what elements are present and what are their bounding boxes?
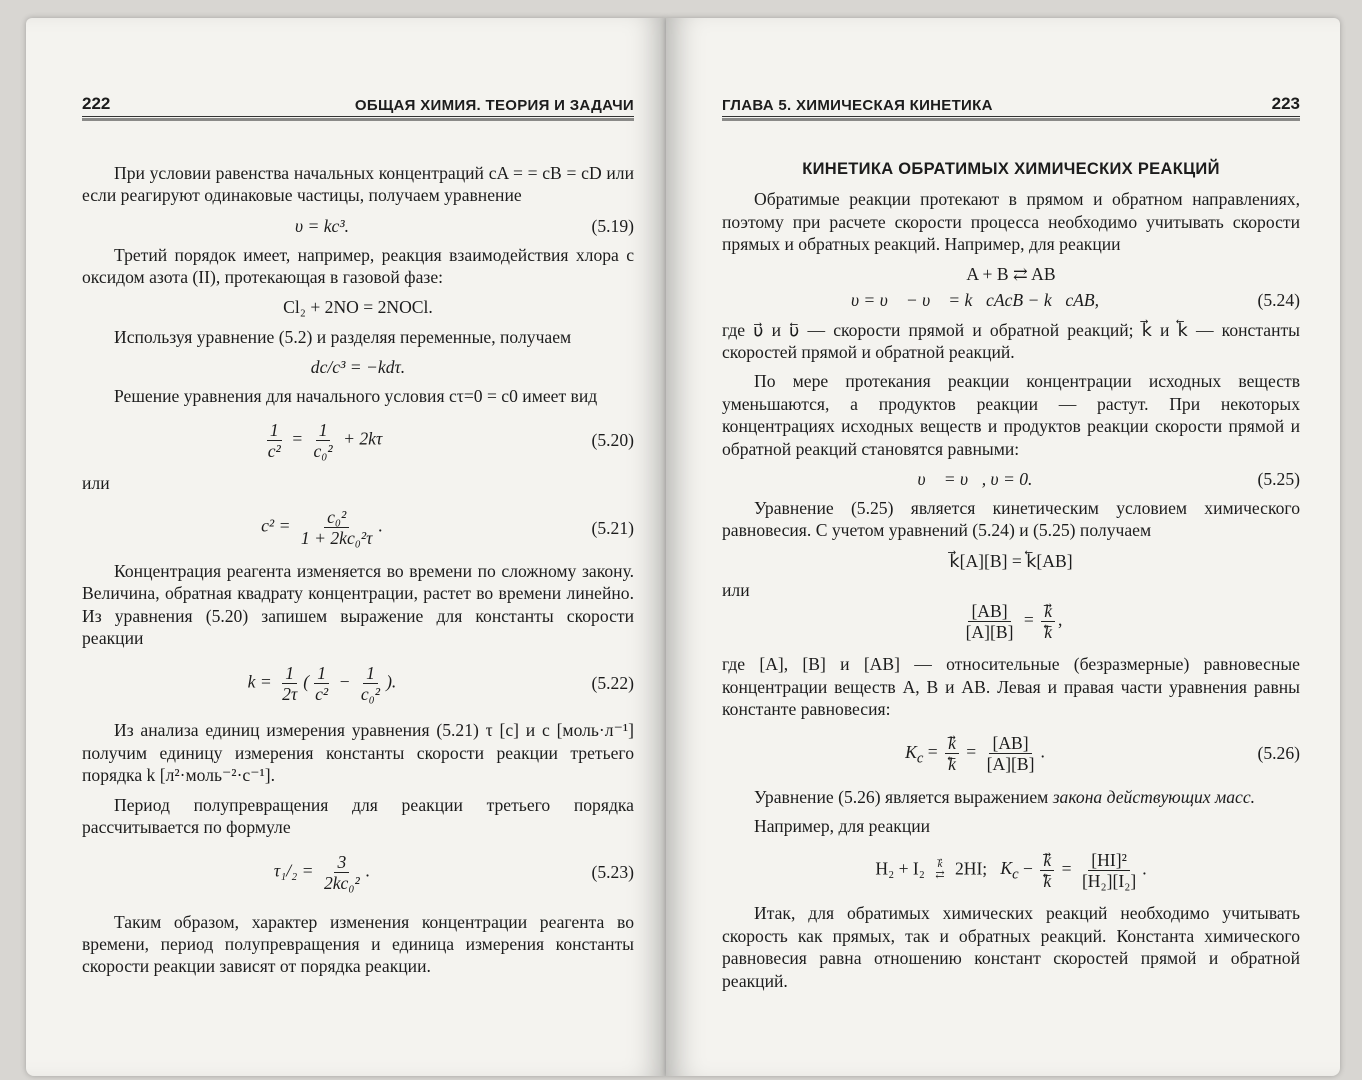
equation-hi-formula: H₂ + I₂ k ⇄ 2HI; $K_c$ − $\frac{k}{k}$ = $\frac{\text{[HI]²}}{\text{[H₂][I₂]}}$ . bbox=[875, 849, 1147, 891]
right-paragraph-2: где υ⃗ и υ⃖ — скорости прямой и обратной реакций; k⃗ и k⃖ — константы скоростей прямой и обратной реакций. bbox=[722, 319, 1300, 363]
equation-5-19-formula: υ = kc³. bbox=[294, 215, 350, 236]
right-running-title: ГЛАВА 5. ХИМИЧЕСКАЯ КИНЕТИКА bbox=[722, 97, 993, 114]
left-paragraph-5: Концентрация реагента изменяется во времени по сложному закону. Величина, обратная квадрату концентрации, растет во времени линейно. Из уравнения (5.20) запишем выражение для константы скорости реакции bbox=[82, 560, 634, 649]
left-page-header bbox=[82, 88, 634, 114]
equation-5-21-number: (5.21) bbox=[591, 517, 634, 538]
equation-hi bbox=[722, 844, 1300, 896]
equation-5-21 bbox=[82, 502, 634, 554]
left-page bbox=[26, 18, 666, 1076]
equation-5-22-number: (5.22) bbox=[591, 673, 634, 694]
right-paragraph-6-text: Уравнение (5.26) является выражением bbox=[754, 786, 1053, 807]
right-paragraph-4: Уравнение (5.25) является кинетическим условием химического равновесия. С учетом уравнений (5.24) и (5.25) получаем bbox=[722, 498, 1300, 541]
equation-ab-formula: A + B ⇄ AB bbox=[966, 264, 1056, 285]
equation-dc bbox=[82, 355, 634, 379]
right-page bbox=[666, 18, 1340, 1076]
section-title: КИНЕТИКА ОБРАТИМЫХ ХИМИЧЕСКИХ РЕАКЦИЙ bbox=[802, 160, 1220, 178]
right-paragraph-3: По мере протекания реакции концентрации исходных веществ уменьшаются, а продуктов реакции — растут. При некоторых концентрациях исходных веществ и продуктов реакции скорости прямой и обратной реакций становятся равными: bbox=[722, 371, 1300, 459]
equation-equilibrium bbox=[722, 549, 1300, 573]
equation-equilibrium-formula: k⃗[A][B] = k⃖[AB] bbox=[949, 550, 1073, 571]
left-header-rule bbox=[82, 116, 634, 121]
right-page-number: 223 bbox=[1271, 94, 1300, 113]
right-paragraph-5: где [A], [B] и [AB] — относительные (безразмерные) равновесные концентрации веществ A, B и AB. Левая и правая части уравнения равны константе равновесия: bbox=[722, 654, 1300, 720]
left-page-number: 222 bbox=[82, 94, 111, 113]
equation-5-25 bbox=[722, 467, 1300, 491]
equation-5-24-formula: υ = υ⃗ − υ⃖ = k⃗cAcB − k⃖cAB, bbox=[850, 290, 1100, 311]
equation-chlorine-formula: Cl₂ + 2NO = 2NOCl. bbox=[283, 297, 433, 318]
left-paragraph-4: Решение уравнения для начального условия cτ=0 = c0 имеет вид bbox=[114, 386, 598, 407]
equation-5-24-number: (5.24) bbox=[1257, 290, 1300, 311]
equation-5-26-number: (5.26) bbox=[1257, 743, 1300, 764]
left-paragraph-1: При условии равенства начальных концентраций cA = = cB = cD или если реагируют одинаковые частицы, получаем уравнение bbox=[82, 163, 634, 206]
equation-5-22 bbox=[82, 657, 634, 709]
equation-5-22-formula: k = $\frac{1}{2\tau}$ ( $\frac{1}{\text{c²}}$ − $\frac{1}{\text{c₀²}}$ ). bbox=[247, 662, 397, 704]
left-page-body bbox=[82, 162, 634, 985]
equation-5-20-number: (5.20) bbox=[591, 430, 634, 451]
left-paragraph-6: Из анализа единиц измерения уравнения (5.21) τ [с] и c [моль·л⁻¹] получим единицу измерения константы скорости реакции третьего порядка k [л²·моль⁻²·с⁻¹]. bbox=[82, 720, 634, 786]
equation-chlorine bbox=[82, 296, 634, 320]
equation-5-23-formula: τ₁/₂ = $\frac{3}{\text{2kc₀²}}$ . bbox=[273, 852, 371, 893]
equation-5-21-formula: c² = $\frac{\text{c₀²}}{\text{1 + 2kc₀²τ}}$ . bbox=[261, 507, 383, 549]
equation-5-20 bbox=[82, 414, 634, 466]
right-page-header bbox=[722, 88, 1300, 114]
equation-5-25-number: (5.25) bbox=[1257, 468, 1300, 489]
left-running-title: ОБЩАЯ ХИМИЯ. ТЕОРИЯ И ЗАДАЧИ bbox=[354, 97, 634, 114]
left-paragraph-8: Таким образом, характер изменения концентрации реагента во времени, период полупревращения и единица измерения константы скорости реакции зависят от порядка реакции. bbox=[82, 911, 634, 977]
equation-5-24 bbox=[722, 289, 1300, 313]
left-paragraph-7: Период полупревращения для реакции третьего порядка рассчитывается по формуле bbox=[82, 794, 634, 838]
right-or-word: или bbox=[722, 579, 750, 600]
equation-5-19 bbox=[82, 214, 634, 238]
equation-ratio bbox=[722, 595, 1300, 647]
equation-5-26 bbox=[722, 728, 1300, 780]
right-paragraph-7: Например, для реакции bbox=[754, 815, 931, 836]
right-paragraph-1: Обратимые реакции протекают в прямом и обратном направлениях, поэтому при расчете скорости процесса необходимо учитывать скорости прямых и обратных реакций. Например, для реакции bbox=[722, 189, 1300, 255]
equation-5-25-formula: υ⃗ = υ⃖, υ = 0. bbox=[917, 468, 1033, 489]
right-paragraph-6 bbox=[722, 786, 1300, 808]
left-paragraph-3: Используя уравнение (5.2) и разделяя переменные, получаем bbox=[114, 326, 572, 347]
right-header-rule bbox=[722, 116, 1300, 121]
right-paragraph-8: Итак, для обратимых химических реакций необходимо учитывать скорость как прямых, так и обратных реакций. Константа химического равновесия равна отношению констант скоростей прямой и обратной реакций. bbox=[722, 903, 1300, 991]
equation-5-23 bbox=[82, 847, 634, 899]
left-paragraph-2: Третий порядок имеет, например, реакция взаимодействия хлора с оксидом азота (II), протекающая в газовой фазе: bbox=[82, 244, 634, 288]
equation-5-19-number: (5.19) bbox=[591, 215, 634, 236]
right-page-body bbox=[722, 158, 1300, 999]
equation-dc-formula: dc/c³ = −kdτ. bbox=[310, 356, 406, 377]
left-or-word: или bbox=[82, 473, 110, 494]
equation-ab bbox=[722, 263, 1300, 287]
equation-5-20-formula: $\frac{1}{\text{c²}}$ = $\frac{1}{\text{c₀²}}$ + 2kτ bbox=[267, 419, 383, 461]
law-of-mass-action: закона действующих масс. bbox=[1052, 786, 1256, 807]
equation-5-26-formula: $K_c$ = $\frac{k}{k}$ = $\frac{[AB]}{[A][B]}$ . bbox=[905, 733, 1045, 774]
equation-ratio-formula: $\frac{[AB]}{[A][B]}$ = $\frac{k}{k}$ , bbox=[965, 600, 1063, 642]
equation-5-23-number: (5.23) bbox=[591, 862, 634, 883]
